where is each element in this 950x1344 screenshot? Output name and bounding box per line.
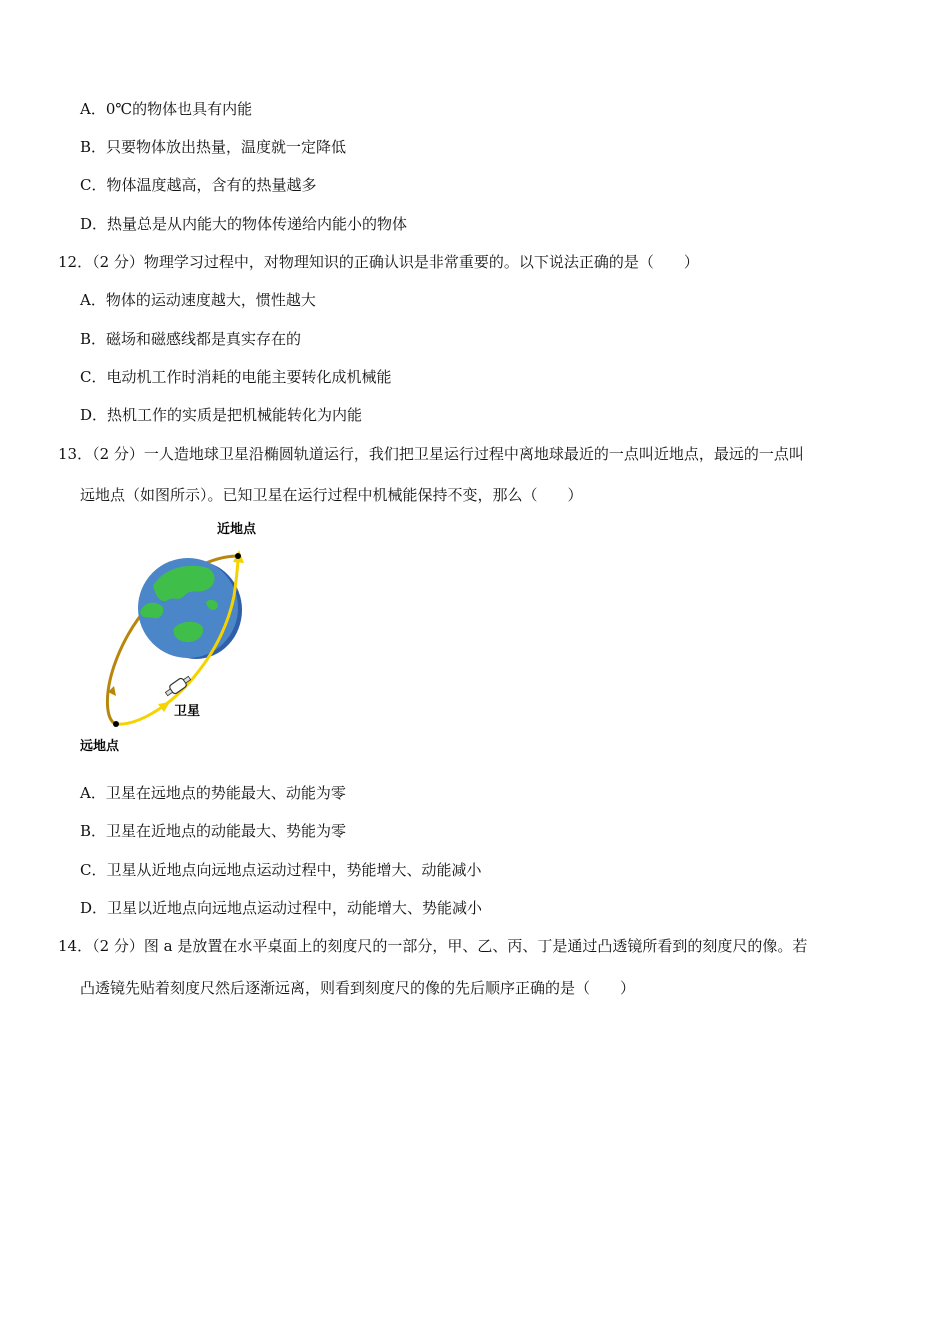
q14-stem-line1: 14．（2 分）图 a 是放置在水平桌面上的刻度尺的一部分，甲、乙、丙、丁是通过凸透镜所看到的刻度尺的像。若 bbox=[58, 937, 808, 955]
apogee-point bbox=[113, 721, 119, 727]
perigee-label: 近地点 bbox=[217, 522, 257, 537]
q11-option-b: B．只要物体放出热量，温度就一定降低 bbox=[80, 138, 347, 156]
orbit-diagram bbox=[78, 516, 278, 756]
q11-option-a: A．0℃的物体也具有内能 bbox=[80, 100, 253, 118]
orbit-figure bbox=[78, 516, 278, 756]
q13-option-c: C．卫星从近地点向远地点运动过程中，势能增大、动能减小 bbox=[80, 861, 482, 879]
q12-option-c: C．电动机工作时消耗的电能主要转化成机械能 bbox=[80, 368, 392, 386]
q13-option-d: D．卫星以近地点向远地点运动过程中，动能增大、势能减小 bbox=[80, 899, 483, 917]
apogee-label: 远地点 bbox=[80, 739, 120, 754]
q12-option-a: A．物体的运动速度越大，惯性越大 bbox=[80, 291, 316, 309]
q11-option-d: D．热量总是从内能大的物体传递给内能小的物体 bbox=[80, 215, 408, 233]
q14-stem-line2: 凸透镜先贴着刻度尺然后逐渐远离，则看到刻度尺的像的先后顺序正确的是（ ） bbox=[80, 979, 636, 997]
q13-stem-line2: 远地点（如图所示）。已知卫星在运行过程中机械能保持不变，那么（ ） bbox=[80, 486, 583, 504]
q12-option-b: B．磁场和磁感线都是真实存在的 bbox=[80, 330, 302, 348]
q13-stem-line1: 13．（2 分）一人造地球卫星沿椭圆轨道运行，我们把卫星运行过程中离地球最近的一点叫近地点，最远的一点叫 bbox=[58, 445, 804, 463]
perigee-point bbox=[235, 553, 241, 559]
q12-option-d: D．热机工作的实质是把机械能转化为内能 bbox=[80, 406, 363, 424]
q13-option-b: B．卫星在近地点的动能最大、势能为零 bbox=[80, 822, 347, 840]
q11-option-c: C．物体温度越高，含有的热量越多 bbox=[80, 176, 317, 194]
q13-option-a: A．卫星在远地点的势能最大、动能为零 bbox=[80, 784, 346, 802]
q12-stem: 12．（2 分）物理学习过程中，对物理知识的正确认识是非常重要的。以下说法正确的是（ ） bbox=[58, 253, 699, 271]
satellite-label: 卫星 bbox=[174, 704, 201, 719]
